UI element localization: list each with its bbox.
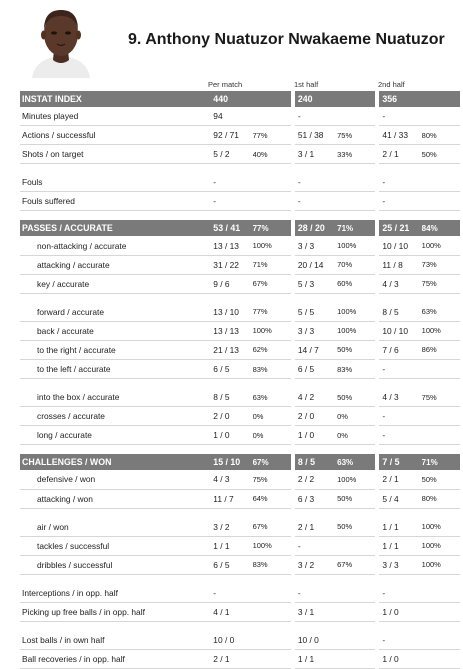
- stat-value: 51 / 38: [295, 126, 337, 145]
- stat-value: -: [379, 631, 421, 650]
- stat-label: Actions / successful: [20, 126, 210, 145]
- stat-label: Fouls: [20, 173, 210, 192]
- player-title: 9. Anthony Nuatuzor Nwakaeme Nuatuzor: [128, 31, 445, 48]
- stat-label: attacking / accurate: [20, 255, 210, 274]
- stat-value: 356: [379, 91, 421, 107]
- stat-row: [20, 107, 460, 126]
- stat-value: 3 / 3: [295, 236, 337, 255]
- stats-table: [20, 91, 460, 669]
- stat-value: 5 / 3: [295, 274, 337, 293]
- stat-percent: 77%: [253, 303, 291, 322]
- stat-value: 1 / 1: [295, 650, 337, 669]
- row-spacer: [20, 211, 460, 221]
- stat-percent: 64%: [253, 489, 291, 508]
- stat-value: 10 / 0: [210, 631, 252, 650]
- stat-label: defensive / won: [20, 470, 210, 489]
- stat-row: [20, 602, 460, 621]
- stat-percent: 100%: [422, 236, 460, 255]
- stat-value: 4 / 3: [210, 470, 252, 489]
- stat-percent: 77%: [253, 126, 291, 145]
- stat-label: to the right / accurate: [20, 340, 210, 359]
- section-header-row: [20, 220, 460, 236]
- stat-row: [20, 274, 460, 293]
- stat-percent: 75%: [337, 126, 375, 145]
- stat-value: 3 / 2: [210, 518, 252, 537]
- column-header-per-match: Per match: [208, 80, 243, 89]
- stat-value: 2 / 1: [379, 145, 421, 164]
- stat-percent: 100%: [422, 321, 460, 340]
- stat-percent: 40%: [253, 145, 291, 164]
- stat-value: 1 / 0: [295, 426, 337, 445]
- stat-label: forward / accurate: [20, 303, 210, 322]
- stat-percent: [422, 91, 460, 107]
- row-spacer: [20, 164, 460, 174]
- stat-percent: [337, 91, 375, 107]
- stat-value: -: [295, 584, 337, 603]
- stat-percent: 60%: [337, 274, 375, 293]
- stat-row: [20, 470, 460, 489]
- stat-value: 7 / 5: [379, 454, 421, 470]
- stat-percent: 80%: [422, 126, 460, 145]
- stat-percent: 73%: [422, 255, 460, 274]
- stat-value: 5 / 4: [379, 489, 421, 508]
- stat-row: [20, 321, 460, 340]
- stat-percent: 75%: [422, 388, 460, 407]
- stat-percent: [422, 602, 460, 621]
- stat-value: 13 / 10: [210, 303, 252, 322]
- stat-value: -: [379, 173, 421, 192]
- stat-percent: [337, 650, 375, 669]
- section-header-row: [20, 454, 460, 470]
- stat-percent: 50%: [337, 518, 375, 537]
- stat-value: 92 / 71: [210, 126, 252, 145]
- stat-value: 5 / 5: [295, 303, 337, 322]
- stat-percent: 0%: [337, 407, 375, 426]
- stat-row: [20, 426, 460, 445]
- stat-value: 94: [210, 107, 252, 126]
- column-header-1st-half: 1st half: [294, 80, 319, 89]
- stat-percent: [337, 602, 375, 621]
- row-spacer: [20, 293, 460, 303]
- stat-percent: [337, 107, 375, 126]
- stat-value: -: [379, 407, 421, 426]
- stat-row: [20, 555, 460, 574]
- stat-row: [20, 407, 460, 426]
- stat-percent: 83%: [253, 555, 291, 574]
- stat-label: into the box / accurate: [20, 388, 210, 407]
- stat-value: 4 / 3: [379, 388, 421, 407]
- stat-percent: 83%: [253, 360, 291, 379]
- stat-percent: 50%: [422, 145, 460, 164]
- stat-value: -: [210, 584, 252, 603]
- stat-value: 41 / 33: [379, 126, 421, 145]
- stat-percent: 100%: [422, 518, 460, 537]
- stat-percent: 100%: [253, 321, 291, 340]
- stat-label: long / accurate: [20, 426, 210, 445]
- stat-percent: 33%: [337, 145, 375, 164]
- stat-value: 2 / 2: [295, 470, 337, 489]
- stat-percent: [337, 192, 375, 211]
- stat-label: Interceptions / in opp. half: [20, 584, 210, 603]
- stat-percent: 100%: [253, 236, 291, 255]
- stat-row: [20, 192, 460, 211]
- stat-row: [20, 489, 460, 508]
- stat-percent: [253, 91, 291, 107]
- stat-label: Ball recoveries / in opp. half: [20, 650, 210, 669]
- stat-percent: 86%: [422, 340, 460, 359]
- stat-value: 10 / 10: [379, 236, 421, 255]
- stat-percent: 84%: [422, 220, 460, 236]
- stat-percent: [337, 584, 375, 603]
- stat-percent: 0%: [337, 426, 375, 445]
- stat-value: -: [379, 107, 421, 126]
- stat-value: 4 / 1: [210, 602, 252, 621]
- stat-percent: 80%: [422, 489, 460, 508]
- stat-percent: 100%: [337, 321, 375, 340]
- stat-value: 8 / 5: [379, 303, 421, 322]
- stat-percent: 100%: [337, 236, 375, 255]
- stat-percent: 70%: [337, 255, 375, 274]
- stat-percent: 100%: [422, 536, 460, 555]
- stat-row: [20, 584, 460, 603]
- stat-value: 8 / 5: [295, 454, 337, 470]
- stat-percent: 50%: [337, 388, 375, 407]
- stat-value: 1 / 0: [379, 602, 421, 621]
- stat-value: 4 / 3: [379, 274, 421, 293]
- stat-percent: 67%: [253, 454, 291, 470]
- stat-row: [20, 126, 460, 145]
- stat-percent: [253, 192, 291, 211]
- stat-percent: 63%: [253, 388, 291, 407]
- player-photo: [30, 4, 92, 78]
- stat-label: dribbles / successful: [20, 555, 210, 574]
- player-header: [0, 0, 463, 80]
- stat-percent: [253, 631, 291, 650]
- stat-value: 25 / 21: [379, 220, 421, 236]
- stat-percent: [422, 192, 460, 211]
- stat-value: 2 / 1: [379, 470, 421, 489]
- column-header-2nd-half: 2nd half: [378, 80, 405, 89]
- stat-percent: 50%: [337, 489, 375, 508]
- column-headers: [0, 80, 463, 91]
- stat-value: 15 / 10: [210, 454, 252, 470]
- stat-row: [20, 236, 460, 255]
- stat-percent: 67%: [253, 274, 291, 293]
- stat-row: [20, 303, 460, 322]
- stat-value: 10 / 0: [295, 631, 337, 650]
- stat-label: key / accurate: [20, 274, 210, 293]
- stat-percent: [337, 173, 375, 192]
- stat-label: attacking / won: [20, 489, 210, 508]
- stat-percent: [253, 650, 291, 669]
- row-spacer: [20, 574, 460, 584]
- stat-value: -: [379, 426, 421, 445]
- stat-percent: [422, 107, 460, 126]
- stat-label: Lost balls / in own half: [20, 631, 210, 650]
- stat-value: 14 / 7: [295, 340, 337, 359]
- section-header-row: [20, 91, 460, 107]
- stat-percent: 67%: [253, 518, 291, 537]
- stat-label: air / won: [20, 518, 210, 537]
- stat-value: 2 / 0: [295, 407, 337, 426]
- stat-value: 3 / 2: [295, 555, 337, 574]
- stat-value: 10 / 10: [379, 321, 421, 340]
- stat-label: to the left / accurate: [20, 360, 210, 379]
- stat-value: 31 / 22: [210, 255, 252, 274]
- stat-percent: [253, 107, 291, 126]
- stat-row: [20, 255, 460, 274]
- stat-percent: 100%: [253, 536, 291, 555]
- stat-label: Shots / on target: [20, 145, 210, 164]
- stat-label: crosses / accurate: [20, 407, 210, 426]
- stat-percent: [253, 584, 291, 603]
- stat-row: [20, 173, 460, 192]
- stat-value: 2 / 1: [295, 518, 337, 537]
- stat-value: 20 / 14: [295, 255, 337, 274]
- stat-percent: 75%: [422, 274, 460, 293]
- stat-value: 240: [295, 91, 337, 107]
- stat-row: [20, 145, 460, 164]
- stat-label: Picking up free balls / in opp. half: [20, 602, 210, 621]
- stat-percent: 50%: [422, 470, 460, 489]
- stat-percent: 63%: [337, 454, 375, 470]
- stat-percent: [337, 631, 375, 650]
- stat-value: 3 / 1: [295, 602, 337, 621]
- stat-value: 1 / 1: [210, 536, 252, 555]
- row-spacer: [20, 379, 460, 389]
- stat-value: 2 / 1: [210, 650, 252, 669]
- stat-row: [20, 340, 460, 359]
- stat-value: -: [295, 107, 337, 126]
- stat-row: [20, 388, 460, 407]
- stat-value: 7 / 6: [379, 340, 421, 359]
- stat-label: PASSES / ACCURATE: [20, 220, 210, 236]
- stat-value: 6 / 5: [210, 360, 252, 379]
- stat-value: -: [379, 192, 421, 211]
- stat-percent: 100%: [337, 470, 375, 489]
- stat-value: 28 / 20: [295, 220, 337, 236]
- stat-percent: [422, 584, 460, 603]
- row-spacer: [20, 445, 460, 455]
- stat-value: 6 / 3: [295, 489, 337, 508]
- stat-row: [20, 650, 460, 669]
- stat-percent: 83%: [337, 360, 375, 379]
- stat-value: -: [295, 192, 337, 211]
- stat-percent: [253, 173, 291, 192]
- stat-value: 6 / 5: [295, 360, 337, 379]
- stat-percent: 0%: [253, 407, 291, 426]
- stat-percent: 50%: [337, 340, 375, 359]
- stat-label: INSTAT INDEX: [20, 91, 210, 107]
- stat-value: 5 / 2: [210, 145, 252, 164]
- stat-value: 8 / 5: [210, 388, 252, 407]
- stat-percent: 67%: [337, 555, 375, 574]
- stat-value: 3 / 3: [379, 555, 421, 574]
- stat-label: tackles / successful: [20, 536, 210, 555]
- row-spacer: [20, 622, 460, 632]
- stat-percent: 0%: [253, 426, 291, 445]
- stat-percent: 71%: [422, 454, 460, 470]
- stat-label: Minutes played: [20, 107, 210, 126]
- stat-value: 3 / 3: [295, 321, 337, 340]
- stat-value: 53 / 41: [210, 220, 252, 236]
- stat-value: 13 / 13: [210, 236, 252, 255]
- stat-value: -: [210, 192, 252, 211]
- stat-row: [20, 518, 460, 537]
- stat-value: 6 / 5: [210, 555, 252, 574]
- stat-row: [20, 536, 460, 555]
- stat-row: [20, 360, 460, 379]
- stat-percent: 100%: [337, 303, 375, 322]
- stat-label: CHALLENGES / WON: [20, 454, 210, 470]
- stat-value: 9 / 6: [210, 274, 252, 293]
- stat-percent: 75%: [253, 470, 291, 489]
- stat-percent: [422, 426, 460, 445]
- stat-percent: 71%: [253, 255, 291, 274]
- stat-percent: 62%: [253, 340, 291, 359]
- stat-percent: [422, 650, 460, 669]
- stat-value: 4 / 2: [295, 388, 337, 407]
- stat-value: -: [295, 536, 337, 555]
- stat-percent: [422, 407, 460, 426]
- stat-value: 13 / 13: [210, 321, 252, 340]
- stat-percent: [422, 360, 460, 379]
- stat-label: Fouls suffered: [20, 192, 210, 211]
- stat-percent: [253, 602, 291, 621]
- stat-label: non-attacking / accurate: [20, 236, 210, 255]
- row-spacer: [20, 508, 460, 518]
- stat-percent: 77%: [253, 220, 291, 236]
- stat-percent: [337, 536, 375, 555]
- stat-value: -: [379, 360, 421, 379]
- stat-value: -: [210, 173, 252, 192]
- stat-percent: 63%: [422, 303, 460, 322]
- stat-value: 2 / 0: [210, 407, 252, 426]
- stat-value: -: [295, 173, 337, 192]
- stat-value: 11 / 7: [210, 489, 252, 508]
- stat-value: 1 / 1: [379, 518, 421, 537]
- stat-value: 440: [210, 91, 252, 107]
- stat-value: 1 / 0: [210, 426, 252, 445]
- stat-value: 3 / 1: [295, 145, 337, 164]
- stat-percent: [422, 173, 460, 192]
- stat-percent: 71%: [337, 220, 375, 236]
- stat-row: [20, 631, 460, 650]
- stat-percent: [422, 631, 460, 650]
- stat-value: 11 / 8: [379, 255, 421, 274]
- stat-percent: 100%: [422, 555, 460, 574]
- stat-label: back / accurate: [20, 321, 210, 340]
- stat-value: 1 / 1: [379, 536, 421, 555]
- stat-value: 21 / 13: [210, 340, 252, 359]
- stat-value: -: [379, 584, 421, 603]
- stat-value: 1 / 0: [379, 650, 421, 669]
